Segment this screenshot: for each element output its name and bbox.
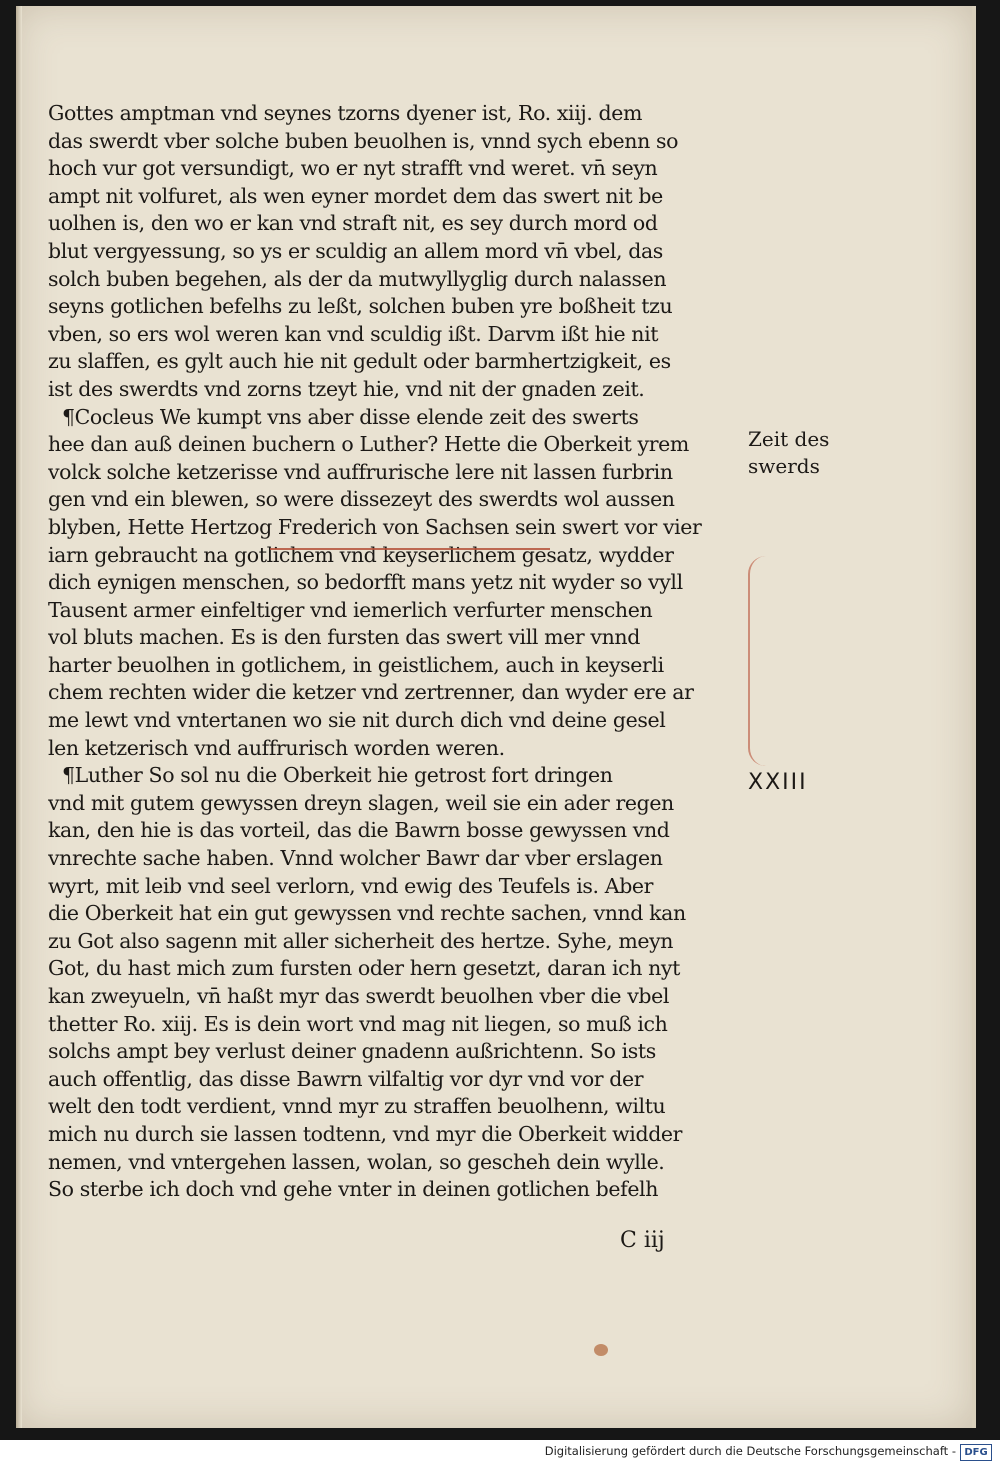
text-line: vnrechte sache haben. Vnnd wolcher Bawr dar vber erslagen (48, 846, 663, 871)
text-line: vnd mit gutem gewyssen dreyn slagen, weil sie ein ader regen (48, 790, 674, 815)
text-line: len ketzerisch vnd auffrurisch worden weren. (48, 735, 505, 760)
text-line: harter beuolhen in gotlichem, in geistlichem, auch in keyserli (48, 652, 664, 677)
text-line: Got, du hast mich zum fursten oder hern gesetzt, daran ich nyt (48, 956, 680, 981)
text-line: ist des swerdts vnd zorns tzeyt hie, vnd nit der gnaden zeit. (48, 376, 645, 401)
text-line: das swerdt vber solche buben beuolhen is, vnnd sych ebenn so (48, 128, 679, 153)
text-line: zu Got also sagenn mit aller sicherheit des hertze. Syhe, meyn (48, 928, 674, 953)
red-ink-underline (270, 548, 550, 550)
text-line: auch offentlig, das disse Bawrn vilfaltig vor dyr vnd vor der (48, 1066, 644, 1091)
margin-note (748, 426, 838, 480)
text-line: ampt nit volfuret, als wen eyner mordet dem das swert nit be (48, 183, 663, 208)
text-line: ¶Cocleus We kumpt vns aber disse elende zeit des swerts (62, 404, 639, 429)
text-line: iarn gebraucht na gotlichem vnd keyserlichem gesatz, wydder (48, 542, 674, 567)
funding-credit: Digitalisierung gefördert durch die Deutsche Forschungsgemeinschaft - (544, 1444, 956, 1458)
margin-note-line: swerds (748, 454, 820, 478)
text-line: hee dan auß deinen buchern o Luther? Hette die Oberkeit yrem (48, 432, 689, 457)
text-line: uolhen is, den wo er kan vnd straft nit, es sey durch mord od (48, 211, 658, 236)
text-line: solch buben begehen, als der da mutwyllyglig durch nalassen (48, 266, 667, 291)
text-line: Tausent armer einfeltiger vnd iemerlich verfurter menschen (48, 597, 653, 622)
text-line: kan, den hie is das vorteil, das die Bawrn bosse gewyssen vnd (48, 818, 670, 843)
text-line: gen vnd ein blewen, so were dissezeyt des swerdts wol aussen (48, 487, 675, 512)
text-line: volck solche ketzerisse vnd auffrurische lere nit lassen furbrin (48, 459, 673, 484)
text-line: ¶Luther So sol nu die Oberkeit hie getrost fort dringen (62, 763, 613, 788)
text-line: welt den todt verdient, vnnd myr zu straffen beuolhenn, wiltu (48, 1094, 666, 1119)
text-line: blyben, Hette Hertzog Frederich von Sachsen sein swert vor vier (48, 514, 702, 539)
text-line: mich nu durch sie lassen todtenn, vnd myr die Oberkeit widder (48, 1121, 683, 1146)
margin-note-line: Zeit des (748, 427, 830, 451)
text-line: Gottes amptman vnd seynes tzorns dyener ist, Ro. xiij. dem (48, 101, 643, 125)
body-text-block (48, 100, 760, 1204)
text-line: So sterbe ich doch vnd gehe vnter in deinen gotlichen befelh (48, 1177, 659, 1202)
page-gutter-shadow (16, 6, 22, 1428)
dfg-logo: DFG (960, 1444, 992, 1461)
text-line: vol bluts machen. Es is den fursten das swert vill mer vnnd (48, 625, 640, 650)
red-ink-bracket (748, 556, 772, 766)
text-line: hoch vur got versundigt, wo er nyt strafft vnd weret. vn̄ seyn (48, 156, 658, 181)
folio-number: XXIII (748, 770, 808, 795)
text-line: vben, so ers wol weren kan vnd sculdig ißt. Darvm ißt hie nit (48, 321, 659, 346)
text-line: thetter Ro. xiij. Es is dein wort vnd mag nit liegen, so muß ich (48, 1011, 668, 1036)
text-line: me lewt vnd vntertanen wo sie nit durch dich vnd deine gesel (48, 708, 666, 733)
text-line: wyrt, mit leib vnd seel verlorn, vnd ewig des Teufels is. Aber (48, 873, 654, 898)
text-line: dich eynigen menschen, so bedorfft mans yetz nit wyder so vyll (48, 570, 683, 595)
text-line: solchs ampt bey verlust deiner gnadenn außrichtenn. So ists (48, 1039, 656, 1064)
footer-bar (0, 1440, 1000, 1466)
text-line: die Oberkeit hat ein gut gewyssen vnd rechte sachen, vnnd kan (48, 901, 686, 926)
text-line: seyns gotlichen befelhs zu leßt, solchen buben yre boßheit tzu (48, 294, 673, 319)
text-line: nemen, vnd vntergehen lassen, wolan, so gescheh dein wylle. (48, 1149, 665, 1174)
text-line: chem rechten wider die ketzer vnd zertrenner, dan wyder ere ar (48, 680, 694, 705)
ink-stain (594, 1344, 608, 1356)
text-line: blut vergyessung, so ys er sculdig an allem mord vn̄ vbel, das (48, 238, 663, 263)
signature-mark: C iij (620, 1228, 665, 1253)
text-line: kan zweyueln, vn̄ haßt myr das swerdt beuolhen vber die vbel (48, 984, 669, 1008)
text-line: zu slaffen, es gylt auch hie nit gedult oder barmhertzigkeit, es (48, 349, 671, 374)
